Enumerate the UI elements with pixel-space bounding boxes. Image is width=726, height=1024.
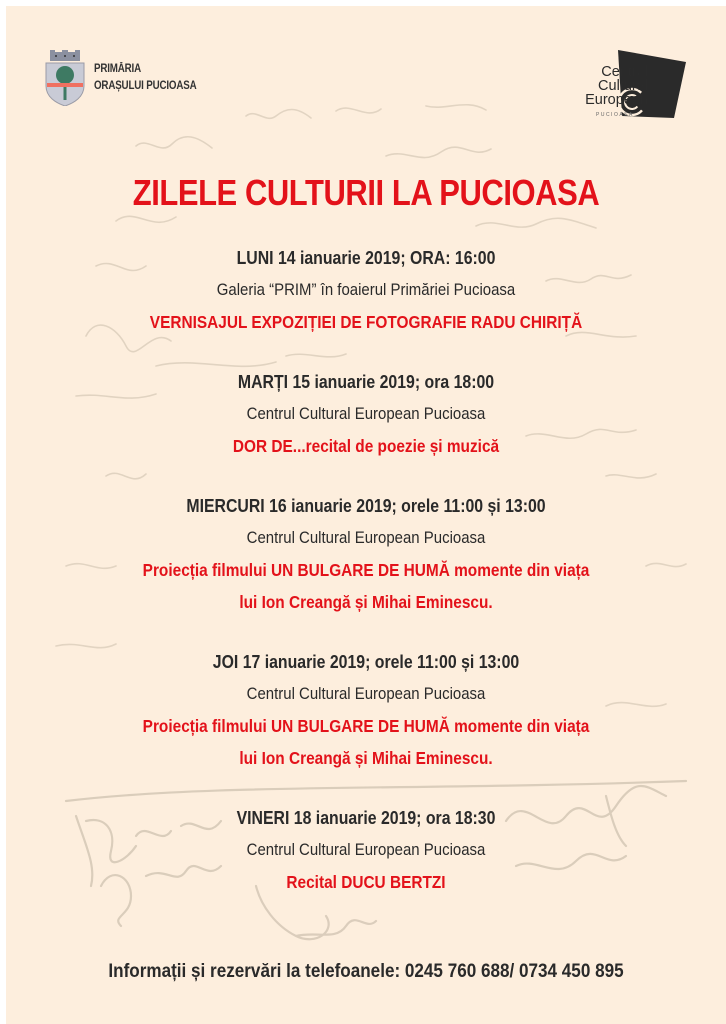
event-item — [6, 646, 726, 774]
event-description: VERNISAJUL EXPOZIȚIEI DE FOTOGRAFIE RADU CHIRIȚĂ — [149, 312, 583, 332]
event-description: Proiecția filmului UN BULGARE DE HUMĂ momente din viața — [142, 716, 590, 736]
event-item — [6, 366, 726, 462]
municipality-logo — [44, 50, 215, 106]
event-description-cont: lui Ion Creangă și Mihai Eminescu. — [239, 592, 493, 612]
event-date: LUNI 14 ianuarie 2019; ORA: 16:00 — [236, 248, 496, 268]
event-list — [6, 242, 726, 926]
event-item — [6, 242, 726, 338]
event-date: MIERCURI 16 ianuarie 2019; orele 11:00 și 13:00 — [186, 496, 546, 516]
event-venue: Centrul Cultural European Pucioasa — [246, 684, 486, 703]
event-description: DOR DE...recital de poezie și muzică — [232, 436, 500, 456]
event-date: MARȚI 15 ianuarie 2019; ora 18:00 — [237, 372, 495, 392]
poster — [6, 6, 726, 1024]
municipality-name-line1: PRIMĂRIA — [94, 63, 141, 75]
city-crest-icon — [44, 50, 86, 106]
ccc-name-line2: Cultural — [598, 78, 648, 94]
event-description-cont: lui Ion Creangă și Mihai Eminescu. — [239, 748, 493, 768]
event-item — [6, 490, 726, 618]
event-item — [6, 802, 726, 898]
page-title: ZILELE CULTURII LA PUCIOASA — [132, 172, 600, 213]
event-venue: Centrul Cultural European Pucioasa — [246, 528, 486, 547]
cultural-center-logo — [536, 50, 696, 130]
event-date: JOI 17 ianuarie 2019; orele 11:00 și 13:00 — [212, 652, 520, 672]
event-description: Proiecția filmului UN BULGARE DE HUMĂ momente din viața — [142, 560, 590, 580]
contact-info: Informații și rezervări la telefoanele: 0245 760 688/ 0734 450 895 — [108, 961, 624, 982]
ccc-name-line1: Centrul — [601, 64, 648, 80]
ccc-subtitle: PUCIOASA — [596, 112, 634, 118]
municipality-name-line2: ORAȘULUI PUCIOASA — [94, 80, 197, 92]
event-date: VINERI 18 ianuarie 2019; ora 18:30 — [236, 808, 496, 828]
event-venue: Centrul Cultural European Pucioasa — [246, 404, 486, 423]
ccc-name-line3: European — [585, 92, 648, 108]
event-venue: Centrul Cultural European Pucioasa — [246, 840, 486, 859]
event-venue: Galeria “PRIM” în foaierul Primăriei Pucioasa — [216, 280, 516, 299]
event-description: Recital DUCU BERTZI — [286, 872, 446, 892]
